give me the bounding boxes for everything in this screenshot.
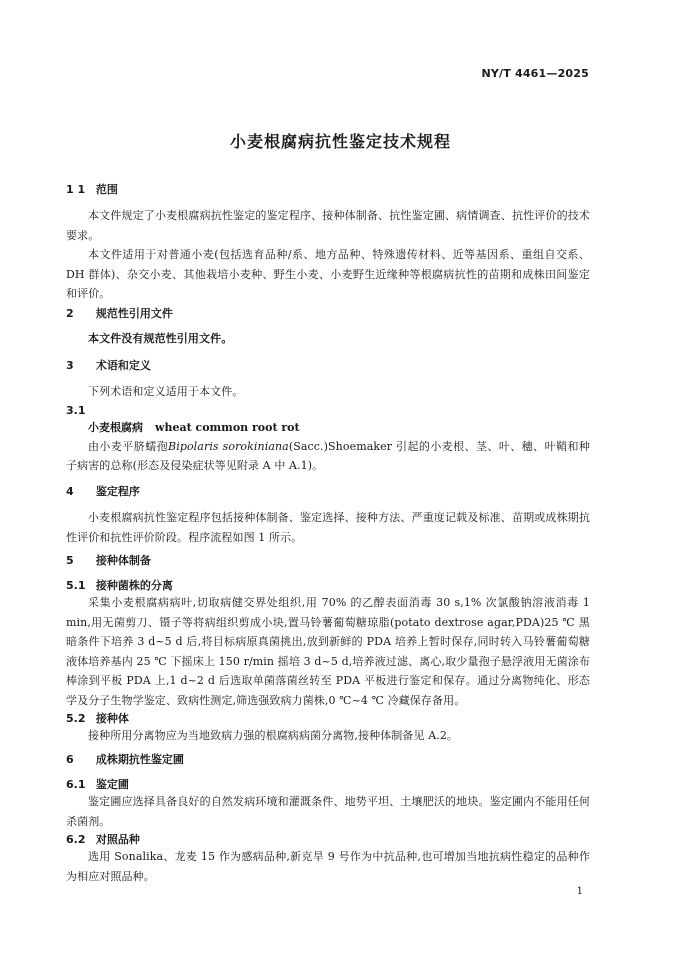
paragraph: 接种所用分离物应为当地致病力强的根腐病病菌分离物,接种体制备见 A.2。 [88, 729, 459, 742]
subsection-title: 接种菌株的分离 [95, 579, 173, 592]
section-heading [66, 182, 590, 197]
section-number: 3 [66, 359, 74, 372]
section-number: 1 1 [66, 183, 86, 196]
document-code: NY/T 4461—2025 [481, 67, 589, 80]
term-chinese: 小麦根腐病 [88, 420, 143, 434]
section-title: 规范性引用文件 [95, 307, 173, 320]
subsection-number: 3.1 [66, 403, 86, 417]
section-number: 2 [66, 307, 74, 320]
section-heading [66, 306, 590, 321]
section-title: 接种体制备 [95, 554, 151, 567]
page-number: 1 [576, 886, 583, 897]
subsection-number: 6.1 [66, 778, 86, 791]
section-2 [66, 306, 590, 349]
paragraph: 下列术语和定义适用于本文件。 [88, 385, 244, 398]
section-title: 范围 [95, 183, 118, 196]
definition-prefix: 由小麦平脐蠕孢 [88, 439, 169, 453]
section-number: 5 [66, 554, 74, 567]
section-heading [66, 484, 590, 499]
term-english: wheat common root rot [155, 420, 300, 434]
section-3 [66, 358, 590, 476]
paragraph: 采集小麦根腐病病叶,切取病健交界处组织,用 70% 的乙醇表面消毒 30 s,1% 次氯酸钠溶液消毒 1 min,用无菌剪刀、镊子等将病组织剪成小块,置马铃薯葡萄糖琼脂(potato dextrose agar,PDA)25 ℃ 黑暗条件下培养 3 d~5 d 后,将目标病原真菌挑出,放到新鲜的 PDA 培养上暂时保存,同时转入马铃薯葡萄糖液体培养基内 25 ℃ 下摇床上 150 r/min 摇培 3 d~5 d,培养液过滤、离心,取少量孢子悬浮液用无菌涂布棒涂到平板 PDA 上,1 d~2 d 后选取单菌落菌丝转至 PDA 平板进行鉴定和保存。通过分离物纯化、形态学及分子生物学鉴定、致病性测定,筛选强致病力菌株,0 ℃~4 ℃ 冷藏保存备用。 [66, 596, 590, 707]
paragraph: 鉴定圃应选择具备良好的自然发病环境和灌溉条件、地势平坦、土壤肥沃的地块。鉴定圃内不能用任何杀菌剂。 [66, 795, 590, 828]
subsection-number: 5.2 [66, 712, 86, 725]
paragraph: 小麦根腐病抗性鉴定程序包括接种体制备、鉴定选择、接种方法、严重度记载及标准、苗期或成株期抗性评价和抗性评价阶段。程序流程如图 1 所示。 [66, 511, 590, 544]
subsection-number: 5.1 [66, 579, 86, 592]
section-title: 术语和定义 [95, 359, 151, 372]
section-6 [66, 752, 590, 886]
section-5 [66, 553, 590, 746]
section-4 [66, 484, 590, 547]
subsection-title: 鉴定圃 [95, 778, 129, 791]
subsection-number: 6.2 [66, 833, 86, 846]
section-number: 4 [66, 485, 74, 498]
section-heading [66, 553, 590, 568]
subsection-heading [66, 578, 590, 593]
section-title: 成株期抗性鉴定圃 [95, 753, 184, 766]
species-name: Bipolaris sorokiniana [168, 439, 289, 453]
term-entry [66, 418, 590, 437]
subsection-title: 对照品种 [95, 833, 140, 846]
section-number: 6 [66, 753, 74, 766]
paragraph: 选用 Sonalika、龙麦 15 作为感病品种,新克旱 9 号作为中抗品种,也可增加当地抗病性稳定的品种作为相应对照品种。 [66, 850, 590, 883]
page-title: 小麦根腐病抗性鉴定技术规程 [229, 132, 451, 151]
section-1 [66, 182, 590, 304]
section-heading [66, 752, 590, 767]
paragraph: 本文件没有规范性引用文件。 [88, 332, 233, 345]
definition-rest: (Sacc.)Shoemaker 引起的小麦根、茎、叶、穗、叶鞘和种子病害的总称(形态及侵染症状等见附录 A 中 A.1)。 [66, 439, 590, 472]
section-title: 鉴定程序 [95, 485, 140, 498]
subsection-title: 接种体 [95, 712, 129, 725]
paragraph: 本文件适用于对普通小麦(包括选育品种/系、地方品种、特殊遗传材料、近等基因系、重组自交系、DH 群体)、杂交小麦、其他栽培小麦种、野生小麦、小麦野生近缘种等根腐病抗性的苗期和成株田间鉴定和评价。 [66, 248, 590, 300]
subsection-heading [66, 777, 590, 792]
term-definition [66, 437, 590, 476]
section-heading [66, 358, 590, 373]
paragraph: 本文件规定了小麦根腐病抗性鉴定的鉴定程序、接种体制备、抗性鉴定圃、病情调查、抗性评价的技术要求。 [66, 209, 590, 242]
subsection-heading [66, 832, 590, 847]
subsection-heading [66, 711, 590, 726]
